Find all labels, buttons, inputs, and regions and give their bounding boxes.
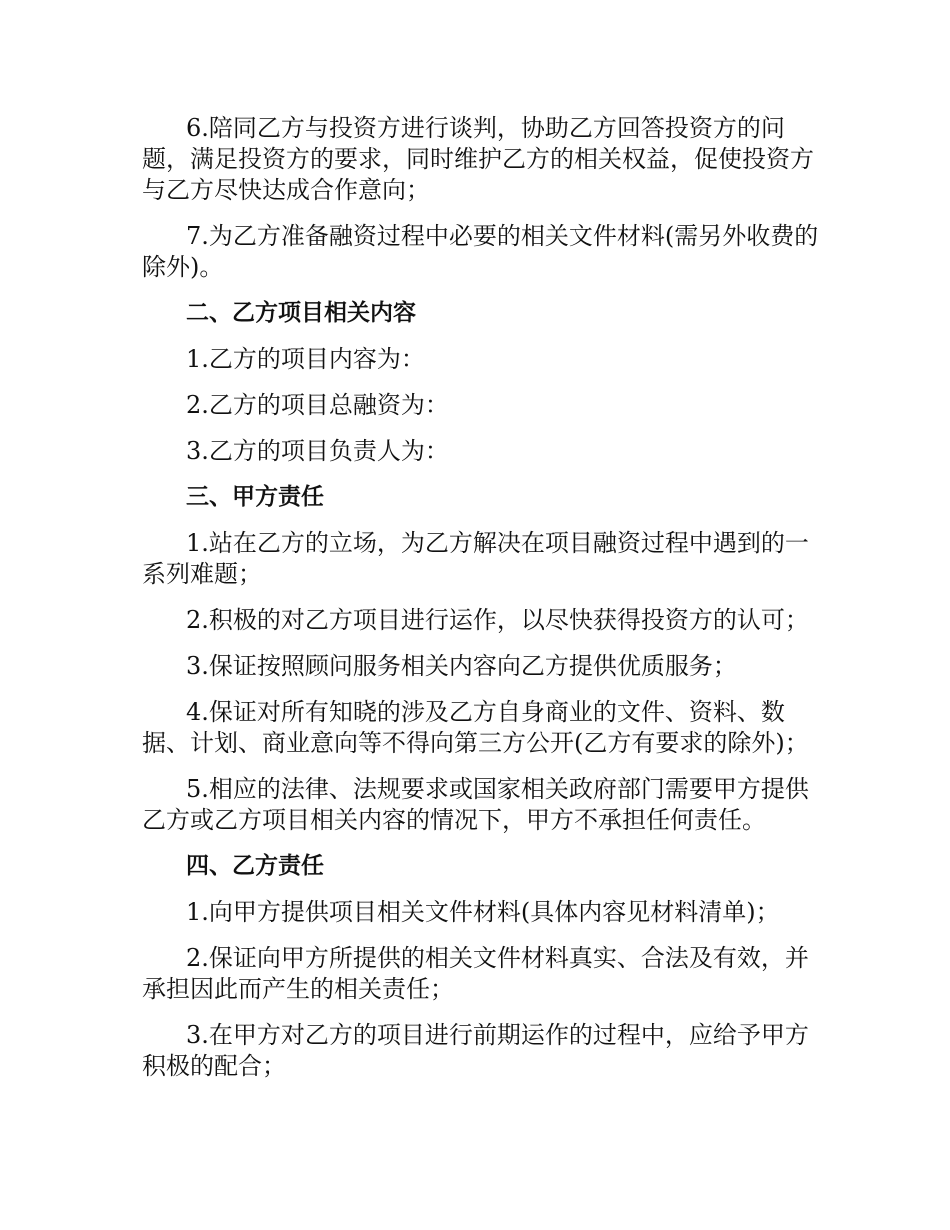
clause-d3: 3.在甲方对乙方的项目进行前期运作的过程中，应给予甲方积极的配合；: [142, 1021, 809, 1080]
clause-c3: 3.保证按照顾问服务相关内容向乙方提供优质服务；: [186, 652, 737, 680]
clause-b2: 2.乙方的项目总融资为：: [186, 391, 449, 419]
clause-c2: 2.积极的对乙方项目进行运作，以尽快获得投资方的认可；: [186, 606, 809, 634]
clause-d1: 1.向甲方提供项目相关文件材料(具体内容见材料清单)；: [186, 898, 780, 926]
clause-c4: 4.保证对所有知晓的涉及乙方自身商业的文件、资料、数据、计划、商业意向等不得向第三方公开(乙方有要求的除外)；: [142, 698, 809, 757]
clause-c5: 5.相应的法律、法规要求或国家相关政府部门需要甲方提供乙方或乙方项目相关内容的情况下，甲方不承担任何责任。: [142, 775, 809, 834]
section-heading-2: 二、乙方项目相关内容: [186, 300, 416, 326]
clause-a6: 6.陪同乙方与投资方进行谈判，协助乙方回答投资方的问题，满足投资方的要求，同时维护乙方的相关权益，促使投资方与乙方尽快达成合作意向；: [142, 114, 814, 204]
document-body: [142, 113, 822, 1097]
clause-a7: 7.为乙方准备融资过程中必要的相关文件材料(需另外收费的除外)。: [142, 222, 819, 281]
clause-d2: 2.保证向甲方所提供的相关文件材料真实、合法及有效，并承担因此而产生的相关责任；: [142, 944, 809, 1003]
clause-b1: 1.乙方的项目内容为：: [186, 345, 425, 373]
clause-c1: 1.站在乙方的立场，为乙方解决在项目融资过程中遇到的一系列难题；: [142, 529, 809, 588]
section-heading-4: 四、乙方责任: [186, 853, 324, 879]
clause-b3: 3.乙方的项目负责人为：: [186, 437, 449, 465]
section-heading-3: 三、甲方责任: [186, 484, 324, 510]
